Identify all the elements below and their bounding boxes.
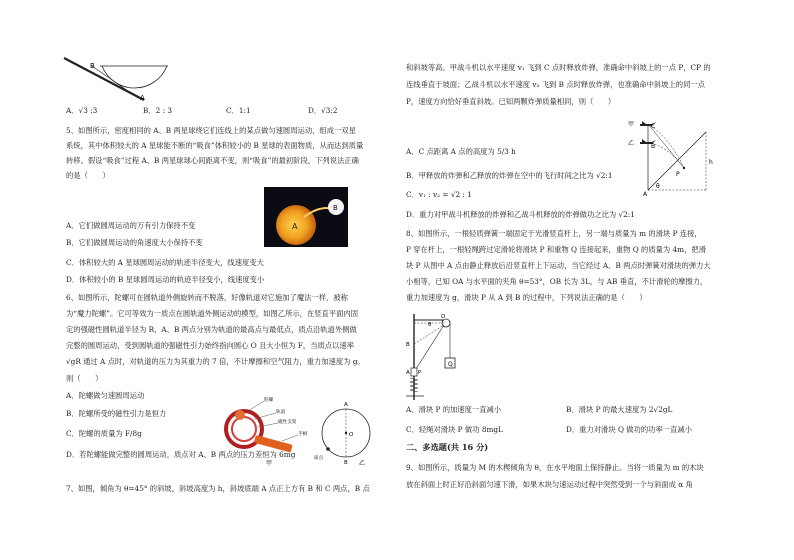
q8-line-4: 小相等，已知 OA 与水平面的夹角 θ=53°，OB 长为 3L，与 AB 垂直，不计滑轮的摩擦力， [406,277,708,286]
q7-line-1: 7、如图，倾角为 θ=45° 的斜坡，斜坡高度为 h，斜坡底端 A 点正上方有 B 和 C 两点，B 点 [66,484,370,493]
fig-yi-label: 乙 [628,140,635,147]
q8-line-2: P 穿在杆上，一根轻绳跨过定滑轮将滑块 P 和重物 Q 连接起来，重物 Q 的质量为 4m，把滑 [406,245,706,254]
q4-semicircle-figure [62,56,172,104]
q9-line-1: 9、如图所示，质量为 M 的木楔倾角为 θ，在水平地面上保持静止。当将一质量为 m 的木块 [406,463,704,472]
q6-line-1: 6、如图所示，陀螺可在圆轨道外侧旋转而不脱落，好像轨道对它施加了魔法一样，被称 [66,293,348,302]
q7-cont-line-2: 连线垂直于坡面；乙战斗机以水平速度 v₂ 飞到 B 点时释放炸弹，也准确命中斜坡上的同一点 [406,80,705,89]
q5-line-2: 系统，其中体积较大的 A 星球能不断的“吸食”体积较小的 B 星球的表面物质，从而达到质量 [66,141,364,150]
q9-line-2: 放在斜面上时正好沿斜面匀速下滑，如果木块匀速运动过程中突然受到一个与斜面成 α 角 [406,480,693,489]
q8-line-3: 块 P 从图中 A 点由静止释放后沿竖直杆上下运动，当它经过 A、B 两点时弹簧对滑块的弹力大 [406,261,711,270]
q6-gyro-figure [218,393,378,473]
q4-option-b: B．2 : 3 [143,106,173,115]
q4-option-d: D．√3:2 [308,106,338,115]
section-heading-multiple-choice: 二、多选题(共 16 分) [406,442,489,452]
q6-option-c: C．陀螺的质量为 F/8g [66,429,142,438]
q8-option-d: D．重力对滑块 Q 做功的功率一直减小 [566,425,692,434]
gyro-label-1: 陀螺 [264,398,274,403]
circle-o-label: O [349,432,354,438]
q6-line-3: 定的强磁性圆轨道半径为 R，A、B 两点分别为轨道的最高点与最低点，质点沿轨道外侧做 [66,325,357,334]
q6-option-d: D．若陀螺能做完整的圆周运动，质点对 A、B 两点的压力差恒为 6mg [66,450,296,459]
q8-option-a: A．滑块 P 的加速度一直减小 [406,405,502,414]
q8-option-b: B．滑块 P 的最大速度为 2√2gL [566,405,673,414]
q5-option-d: D．体积较小的 B 星球圆周运动的轨迹半径变小，线速度变小 [66,275,265,284]
fig-p-label: P [676,171,680,178]
gyro-label-3: 磁性支架 [278,420,297,425]
q7-cont-line-3: P，速度方向恰好垂直斜坡。已知两颗炸弹质量相同，则（ ） [406,97,616,106]
pulley-b-label: B [406,342,410,348]
fig-label: B [90,62,95,70]
fig-a-label: A [643,191,648,198]
q5-line-3: 转移。假设“吸食”过程 A、B 两星球球心间距离不变，则“吸食”的最初阶段，下列说法正确 [66,156,359,165]
q4-option-c: C．1:1 [226,106,251,115]
q8-option-c: C．轻绳对滑块 P 做功 8mgL [406,425,503,434]
q7-option-a: A．C 点距离 A 点的高度为 5/3 h [406,147,516,156]
gyro-label-2: 轨道 [276,410,286,415]
circle-yi-label: 乙 [359,460,366,467]
fig-jia-label: 甲 [628,121,635,128]
fig-c-label: C [651,123,656,130]
q5-line-4: 的是（ ） [66,171,110,180]
q6-line-5: √gR 通过 A 点时，对轨道的压力为其重力的 7 倍，不计摩擦和空气阻力，重力加速度为 g。 [66,357,365,366]
gyro-jia-label: 甲 [266,460,273,467]
q5-binary-star-figure [264,187,348,247]
q7-fighter-figure [626,118,718,198]
planet-a-label: A [292,222,298,231]
q8-pulley-figure [404,312,472,402]
pulley-q-label: Q [448,361,453,368]
q5-option-c: C．体积较大的 A 星球圆周运动的轨迹半径变大，线速度变大 [66,258,264,267]
q6-line-2: 为“魔力陀螺”。它可等效为一质点在圆轨道外侧运动的模型，如图乙所示，在竖直平面内固 [66,309,359,318]
q7-option-d: D．重力对甲战斗机释放的炸弹和乙战斗机释放的炸弹做功之比为 √2:1 [406,210,635,219]
fig-b-label: B [651,143,656,150]
q5-option-a: A．它们做圆周运动的万有引力保持不变 [66,221,196,230]
q6-option-a: A．陀螺做匀速圆周运动 [66,391,145,400]
circle-mass-label: 质点 [314,456,324,461]
fig-label: A [140,94,145,102]
fig-h-label: h [709,159,713,166]
pulley-a-label: A [406,370,410,376]
q6-line-4: 完整的圆周运动，受到圆轨道的强磁性引力始终指向圆心 O 且大小恒为 F，当质点以速率 [66,341,354,350]
q7-cont-line-1: 和斜坡等高。甲战斗机以水平速度 v₁ 飞到 C 点时释放炸弹，准确命中斜坡上的一点 P，CP 的 [406,63,711,72]
planet-b-label: B [333,204,338,212]
q8-line-5: 重力加速度为 g，滑块 P 从 A 到 B 的过程中，下列说法正确的是（ ） [406,293,647,302]
pulley-p-label: P [418,370,422,376]
q5-option-b: B．它们做圆周运动的角速度大小保持不变 [66,238,203,247]
circle-b-label: B [344,460,348,466]
q5-line-1: 5、如图所示，密度相同的 A、B 两星球绕它们连线上的某点做匀速圆周运动，组成一双星 [66,126,356,135]
q7-option-c: C．v₁ : v₂ = √2 : 1 [406,190,472,199]
circle-a-label: A [344,402,348,408]
q6-line-6: 则（ ） [66,374,103,383]
fig-theta-label: θ [656,183,660,190]
pulley-theta-label: θ [428,322,432,328]
q4-option-a: A．√3 :3 [66,106,98,115]
q7-option-b: B．甲释放的炸弹和乙释放的炸弹在空中的飞行时间之比为 √2:1 [406,171,613,180]
q8-line-1: 8、如图所示，一根轻质弹簧一端固定于光滑竖直杆上，另一端与质量为 m 的滑块 P 连接， [406,229,702,238]
gyro-label-4: 手柄 [298,432,308,437]
q6-option-b: B．陀螺所受的磁性引力是恒力 [66,409,167,418]
pulley-o-label: O [441,314,446,320]
